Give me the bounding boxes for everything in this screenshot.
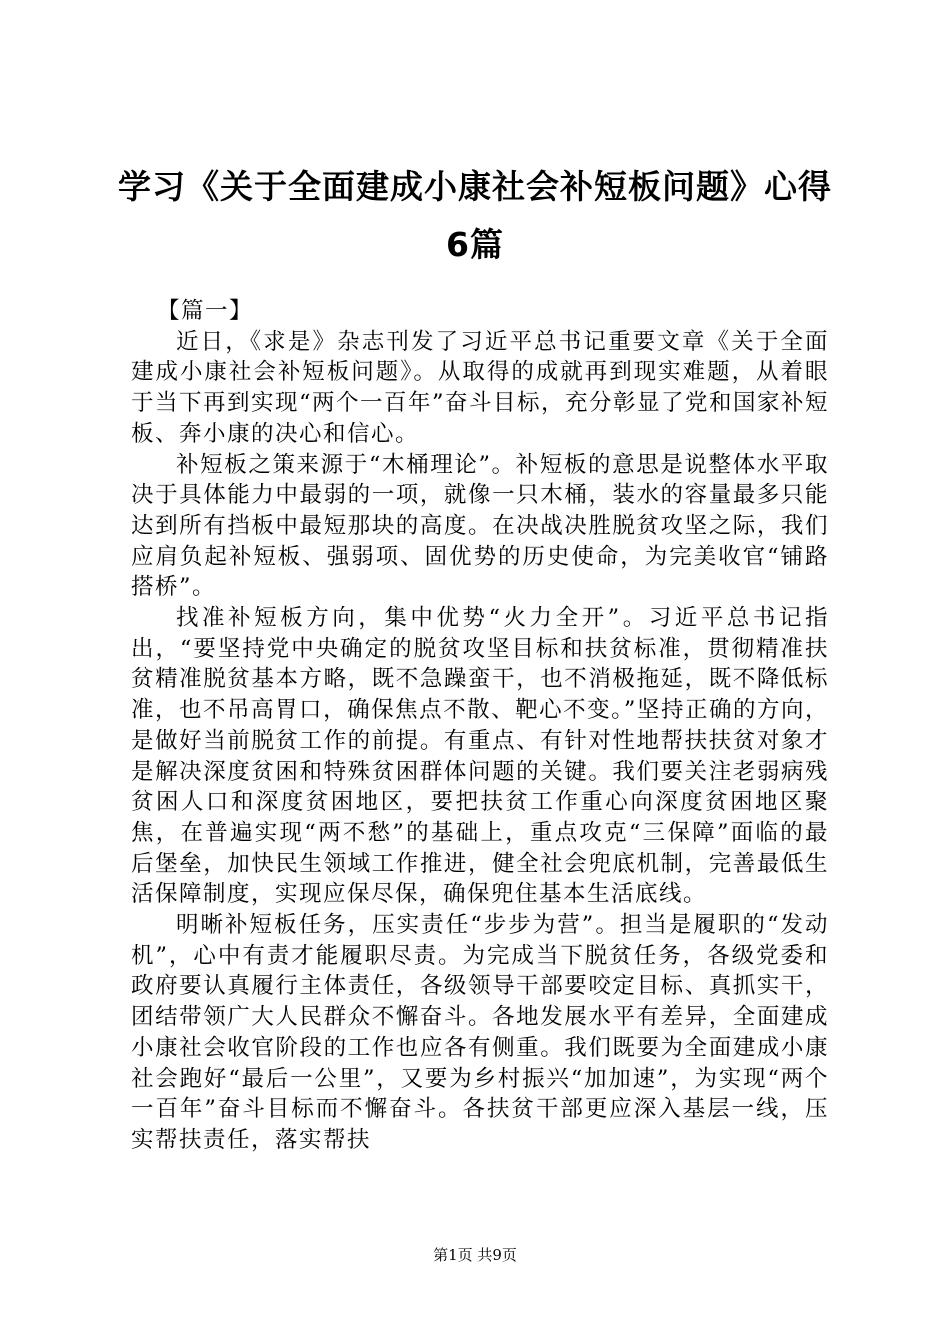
- paragraph: 找准补短板方向，集中优势“火力全开”。习近平总书记指出，“要坚持党中央确定的脱贫攻坚目标和扶贫标准，贯彻精准扶贫精准脱贫基本方略，既不急躁蛮干，也不消极拖延，既不降低标准，也不吊高胃口，确保焦点不散、靶心不变。”坚持正确的方向，是做好当前脱贫工作的前提。有重点、有针对性地帮扶扶贫对象才是解决深度贫困和特殊贫困群体问题的关键。我们要关注老弱病残贫困人口和深度贫困地区，要把扶贫工作重心向深度贫困地区聚焦，在普遍实现“两不愁”的基础上，重点攻克“三保障”面临的最后堡垒，加快民生领域工作推进，健全社会兜底机制，完善最低生活保障制度，实现应保尽保，确保兜住基本生活底线。: [131, 605, 829, 908]
- document-body: [131, 296, 829, 1156]
- page-footer: 第1页 共9页: [433, 1246, 517, 1264]
- page-title: 学习《关于全面建成小康社会补短板问题》心得6篇: [118, 167, 832, 264]
- section-label: 【篇一】: [157, 298, 254, 324]
- paragraph: 补短板之策来源于“木桶理论”。补短板的意思是说整体水平取决于具体能力中最弱的一项，就像一只木桶，装水的容量最多只能达到所有挡板中最短那块的高度。在决战决胜脱贫攻坚之际，我们应肩负起补短板、强弱项、固优势的历史使命，为完美收官“铺路搭桥”。: [131, 451, 829, 601]
- paragraph: 明晰补短板任务，压实责任“步步为营”。担当是履职的“发动机”，心中有责才能履职尽责。为完成当下脱贫任务，各级党委和政府要认真履行主体责任，各级领导干部要咬定目标、真抓实干，团结带领广大人民群众不懈奋斗。各地发展水平有差异，全面建成小康社会收官阶段的工作也应各有侧重。我们既要为全面建成小康社会跑好“最后一公里”，又要为乡村振兴“加加速”，为实现“两个一百年”奋斗目标而不懈奋斗。各扶贫干部更应深入基层一线，压实帮扶责任，落实帮扶: [131, 912, 829, 1153]
- paragraph: 近日，《求是》杂志刊发了习近平总书记重要文章《关于全面建成小康社会补短板问题》。从取得的成就再到现实难题，从着眼于当下再到实现“两个一百年”奋斗目标，充分彰显了党和国家补短板、奔小康的决心和信心。: [131, 328, 830, 447]
